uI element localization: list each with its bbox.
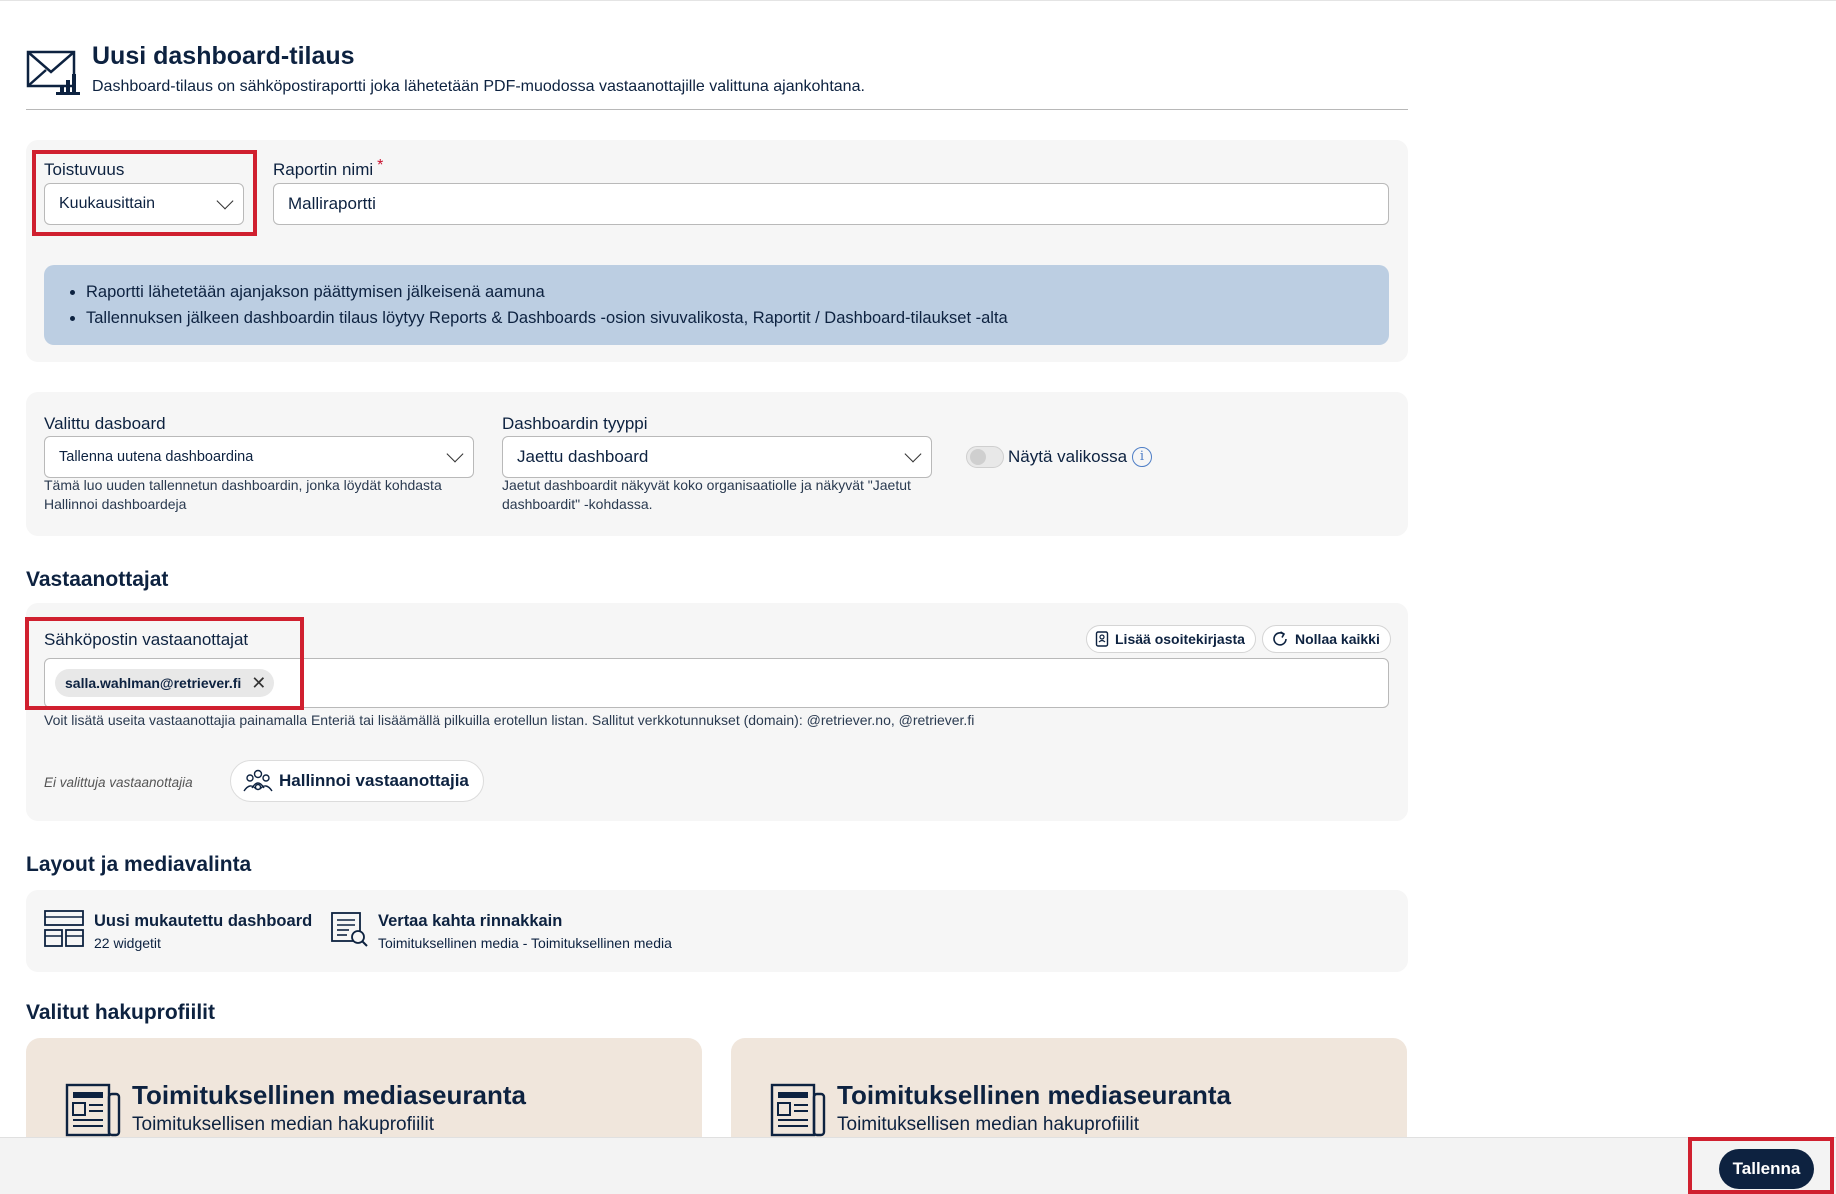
info-icon[interactable]: i (1132, 447, 1152, 467)
reset-all-button[interactable] (1262, 625, 1391, 653)
report-name-label (273, 157, 384, 180)
report-name-label-text: Raportin nimi (273, 160, 374, 179)
layout-panel (26, 890, 1408, 972)
frequency-label: Toistuvuus (44, 160, 125, 179)
top-divider (0, 0, 1836, 1)
refresh-icon (1271, 630, 1289, 648)
report-name-input[interactable] (273, 183, 1389, 225)
mail-chart-icon (26, 48, 82, 96)
dashboard-type-help: Jaetut dashboardit näkyvät koko organisaatiolle ja näkyvät "Jaetut dashboardit" -kohdassa. (502, 477, 911, 512)
chevron-down-icon (905, 446, 922, 463)
selected-dashboard-help: Tämä luo uuden tallennetun dashboardin, jonka löydät kohdasta Hallinnoi dashboardeja (44, 477, 442, 512)
close-icon[interactable]: ✕ (251, 673, 267, 693)
add-from-address-book-label: Lisää osoitekirjasta (1115, 631, 1245, 647)
frequency-value: Kuukausittain (59, 195, 156, 212)
email-recipients-label: Sähköpostin vastaanottajat (44, 630, 249, 649)
info-item: • Raportti lähetetään ajanjakson päättymisen jälkeisenä aamuna (86, 279, 1389, 305)
dashboard-type-value: Jaettu dashboard (517, 447, 649, 466)
layout-item-title: Vertaa kahta rinnakkain (378, 912, 563, 930)
manage-recipients-label: Hallinnoi vastaanottajia (279, 771, 469, 790)
show-in-menu-label: Näytä valikossa (1008, 447, 1128, 466)
report-name-value: Malliraportti (288, 194, 376, 213)
chevron-down-icon (447, 446, 464, 463)
profile-card-title: Toimituksellinen mediaseuranta (837, 1080, 1231, 1110)
required-asterisk: * (377, 157, 384, 174)
address-book-icon (1095, 631, 1109, 647)
reset-all-label: Nollaa kaikki (1295, 631, 1380, 647)
toggle-knob (970, 449, 986, 465)
newspaper-icon (769, 1082, 827, 1138)
profiles-title: Valitut hakuprofiilit (26, 1001, 216, 1024)
info-box (44, 265, 1389, 345)
recipients-help: Voit lisätä useita vastaanottajia painamalla Enteriä tai lisäämällä pilkuilla erotellun listan. Sallitut verkkotunnukset (domain): @retriever.no, @retriever.fi (44, 712, 975, 728)
newspaper-icon (64, 1082, 122, 1138)
footer-bar (0, 1137, 1836, 1194)
layout-grid-icon (44, 910, 84, 948)
dashboard-type-label: Dashboardin tyyppi (502, 414, 648, 433)
dashboard-type-select[interactable] (502, 436, 932, 478)
highlight-save (1688, 1137, 1834, 1194)
recipients-title: Vastaanottajat (26, 568, 169, 591)
recipient-tag-label: salla.wahlman@retriever.fi (65, 675, 242, 691)
page-title: Uusi dashboard-tilaus (92, 42, 355, 70)
page-header (26, 42, 1408, 110)
profile-card-title: Toimituksellinen mediaseuranta (132, 1080, 526, 1110)
highlight-email-recipients (25, 617, 304, 710)
add-from-address-book-button[interactable] (1086, 625, 1256, 653)
info-list (86, 279, 1389, 331)
document-search-icon (331, 910, 369, 948)
page-subtitle: Dashboard-tilaus on sähköpostiraportti joka lähetetään PDF-muodossa vastaanottajille valittuna ajankohtana. (92, 78, 865, 95)
people-group-icon (243, 768, 273, 794)
manage-recipients-button[interactable] (230, 760, 484, 802)
profile-card-subtitle: Toimituksellisen median hakuprofiilit (132, 1114, 435, 1135)
layout-item-subtitle: Toimituksellinen media - Toimituksellinen media (378, 935, 672, 951)
selected-dashboard-select[interactable] (44, 436, 474, 478)
info-item: • Tallennuksen jälkeen dashboardin tilaus löytyy Reports & Dashboards -osion sivuvalikosta, Raportit / Dashboard-tilaukset -alta (86, 305, 1389, 331)
selected-dashboard-label: Valittu dasboard (44, 414, 166, 433)
save-button[interactable]: Tallenna (1719, 1149, 1814, 1189)
no-recipients-text: Ei valittuja vastaanottajia (44, 775, 193, 790)
layout-title: Layout ja mediavalinta (26, 853, 252, 876)
profile-card-subtitle: Toimituksellisen median hakuprofiilit (837, 1114, 1140, 1135)
dashboard-settings-panel (26, 392, 1408, 536)
layout-item-subtitle: 22 widgetit (94, 935, 161, 951)
show-in-menu-toggle[interactable] (966, 446, 1004, 468)
selected-dashboard-value: Tallenna uutena dashboardina (59, 449, 254, 465)
layout-item-title: Uusi mukautettu dashboard (94, 912, 313, 930)
highlight-frequency (32, 150, 257, 236)
